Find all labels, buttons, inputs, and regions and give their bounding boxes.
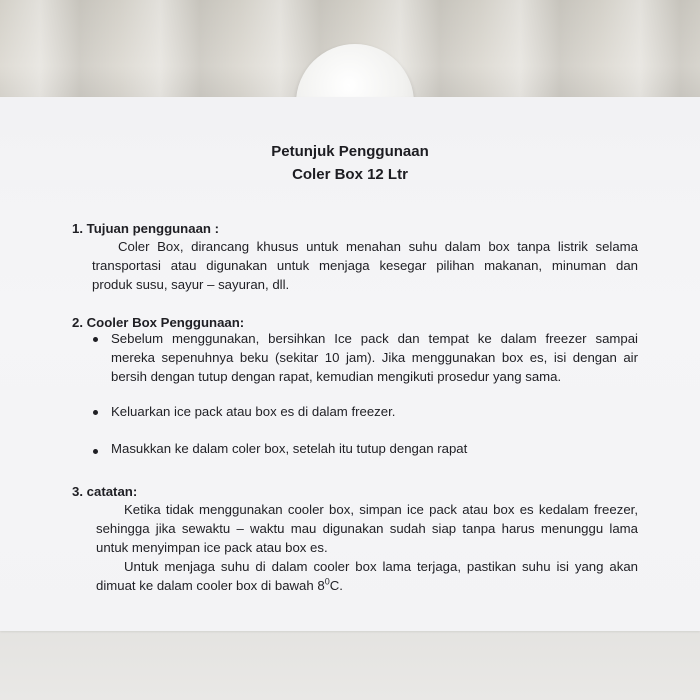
- section3-line2: sehingga jika sewaktu – waktu mau digunakan sudah siap tanpa harus menunggu lama: [96, 521, 638, 536]
- section1-line1: Coler Box, dirancang khusus untuk menahan suhu dalam box tanpa listrik selama: [118, 239, 638, 254]
- section1-line3: produk susu, sayur – sayuran, dll.: [92, 277, 290, 292]
- section2-bullet1-line1: Sebelum menggunakan, bersihkan Ice pack dan tempat ke dalam freezer sampai: [111, 331, 638, 346]
- section3-line4: Untuk menjaga suhu di dalam cooler box lama terjaga, pastikan suhu isi yang akan: [124, 559, 638, 574]
- section2-heading: 2. Cooler Box Penggunaan:: [72, 315, 245, 330]
- background-surface: [0, 625, 700, 700]
- section2-bullet1-line2: mereka sepenuhnya beku (sekitar 10 jam). Jika menggunakan box es, isi dengan air: [111, 350, 638, 365]
- celsius-unit: C.: [329, 578, 343, 593]
- section2-bullet2: Keluarkan ice pack atau box es di dalam freezer.: [111, 404, 396, 419]
- section3-line3: untuk menyimpan ice pack atau box es.: [96, 540, 328, 555]
- section3-line1: Ketika tidak menggunakan cooler box, simpan ice pack atau box es kedalam freezer,: [124, 502, 638, 517]
- degree-superscript: 0: [324, 576, 330, 587]
- bullet-dot: [93, 410, 98, 415]
- bullet-dot: [93, 337, 98, 342]
- section2-bullet1-line3: bersih dengan tutup dengan rapat, kemudian mengikuti prosedur yang sama.: [111, 369, 562, 384]
- bullet-dot: [93, 449, 98, 454]
- doc-title-line1: Petunjuk Penggunaan: [271, 143, 429, 160]
- section3-line5-text: dimuat ke dalam cooler box di bawah 8: [96, 578, 325, 593]
- section3-line5: [96, 576, 343, 596]
- section3-heading: 3. catatan:: [72, 484, 138, 499]
- section1-line2: transportasi atau digunakan untuk menjaga kesegar pilihan makanan, minuman dan: [92, 258, 638, 273]
- doc-title-line2: Coler Box 12 Ltr: [292, 166, 408, 183]
- section2-bullet3: Masukkan ke dalam coler box, setelah itu tutup dengan rapat: [111, 441, 468, 456]
- instruction-card: [0, 97, 700, 631]
- section1-heading: 1. Tujuan penggunaan :: [72, 221, 220, 236]
